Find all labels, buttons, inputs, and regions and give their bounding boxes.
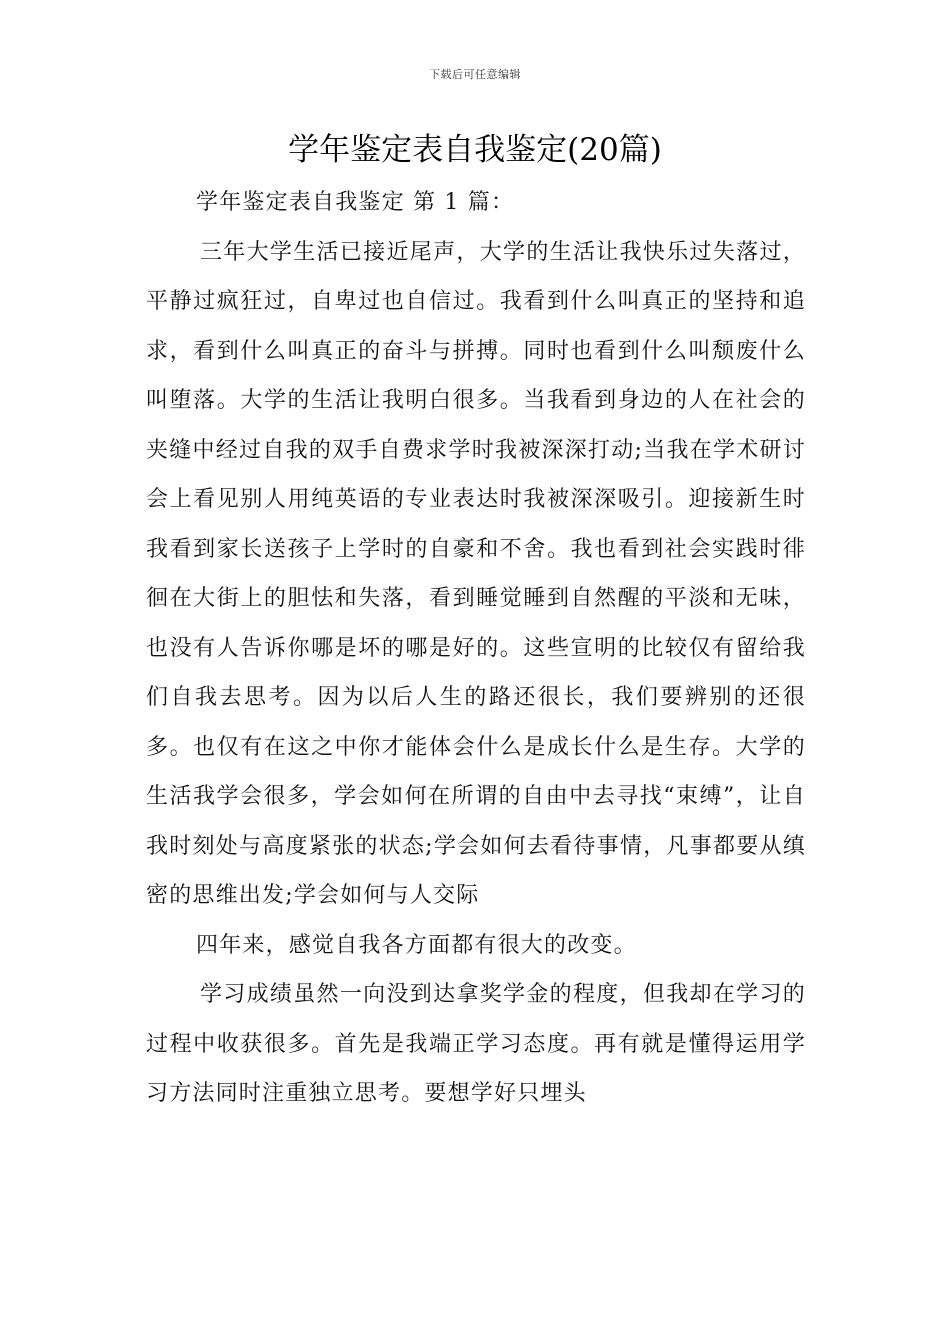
paragraph: 学习成绩虽然一向没到达拿奖学金的程度，但我却在学习的过程中收获很多。首先是我端正学习态度。再有就是懂得运用学习方法同时注重独立思考。要想学好只埋头 (146, 982, 806, 1106)
document-body (146, 178, 806, 1119)
document-title: 学年鉴定表自我鉴定(20篇) (288, 132, 662, 168)
header-note: 下载后可任意编辑 (429, 68, 521, 81)
section-subtitle: 学年鉴定表自我鉴定 第 1 篇： (196, 190, 515, 215)
paragraph: 三年大学生活已接近尾声，大学的生活让我快乐过失落过，平静过疯狂过，自卑过也自信过。我看到什么叫真正的坚持和追求，看到什么叫真正的奋斗与拼搏。同时也看到什么叫颓废什么叫堕落。大学的生活让我明白很多。当我看到身边的人在社会的夹缝中经过自我的双手自费求学时我被深深打动;当我在学术研讨会上看见别人用纯英语的专业表达时我被深深吸引。迎接新生时我看到家长送孩子上学时的自豪和不舍。我也看到社会实践时徘徊在大街上的胆怯和失落，看到睡觉睡到自然醒的平淡和无味，也没有人告诉你哪是坏的哪是好的。这些宣明的比较仅有留给我们自我去思考。因为以后人生的路还很长，我们要辨别的还很多。也仅有在这之中你才能体会什么是成长什么是生存。大学的生活我学会很多，学会如何在所谓的自由中去寻找“束缚”，让自我时刻处与高度紧张的状态;学会如何去看待事情，凡事都要从缜密的思维出发;学会如何与人交际 (146, 239, 806, 908)
paragraph: 四年来，感觉自我各方面都有很大的改变。 (196, 932, 637, 958)
